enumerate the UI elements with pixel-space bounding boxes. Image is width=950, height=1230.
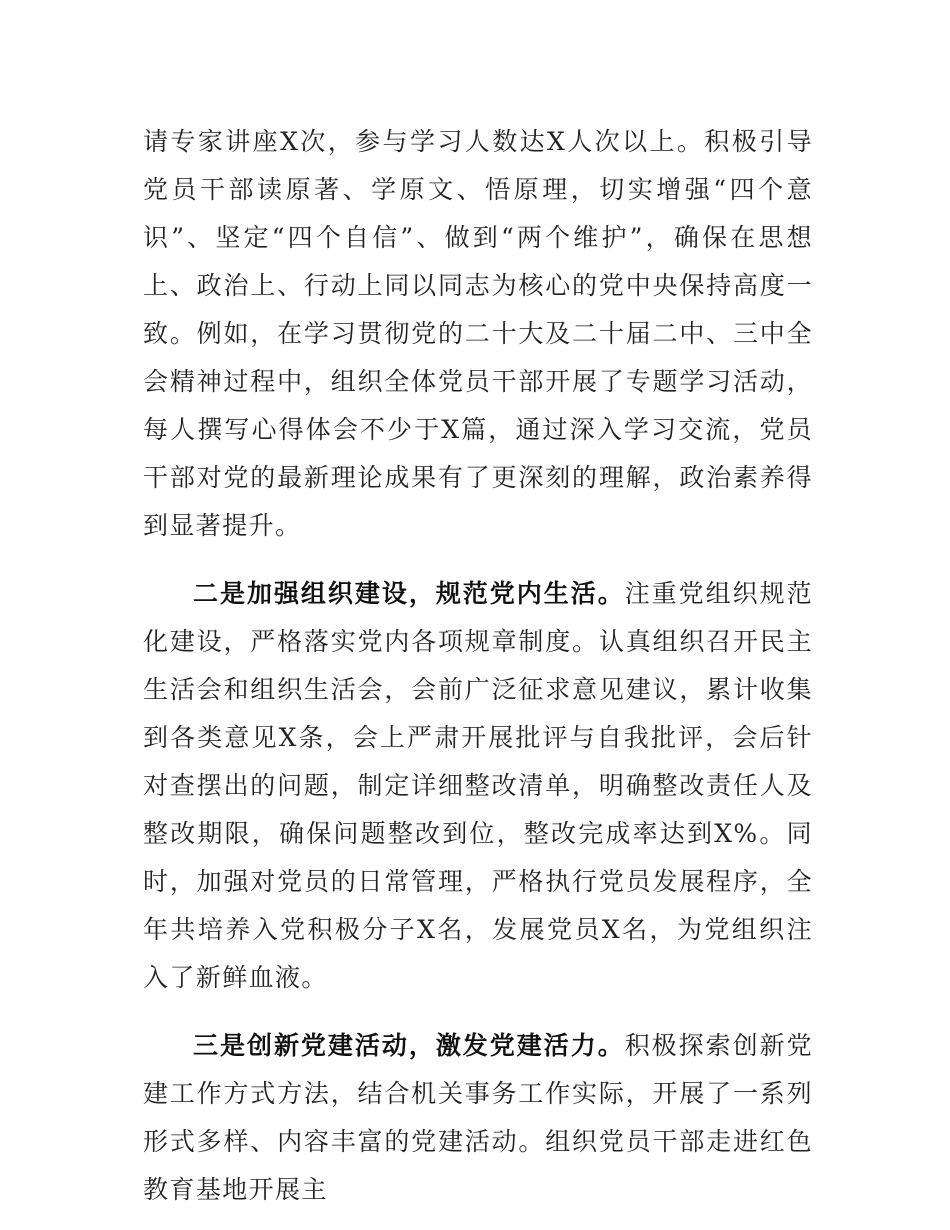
paragraph-heading: 三是创新党建活动，激发党建活力。 (193, 1031, 625, 1060)
paragraph-body-text: 注重党组织规范化建设，严格落实党内各项规章制度。认真组织召开民主生活会和组织生活会，会前广泛征求意见建议，累计收集到各类意见X条，会上严肃开展批评与自我批评，会后针对查摆出的问题，制定详细整改清单，明确整改责任人及整改期限，确保问题整改到位，整改完成率达到X%。同时，加强对党员的日常管理，严格执行党员发展程序，全年共培养入党积极分子X名，发展党员X名，为党组织注入了新鲜血液。 (143, 579, 813, 992)
paragraph-heading: 二是加强组织建设，规范党内生活。 (193, 579, 625, 608)
paragraph-body-text: 请专家讲座X次，参与学习人数达X人次以上。积极引导党员干部读原著、学原文、悟原理，切实增强“四个意识”、坚定“四个自信”、做到“两个维护”，确保在思想上、政治上、行动上同以同志为核心的党中央保持高度一致。例如，在学习贯彻党的二十大及二十届二中、三中全会精神过程中，组织全体党员干部开展了专题学习活动，每人撰写心得体会不少于X篇，通过深入学习交流，党员干部对党的最新理论成果有了更深刻的理解，政治素养得到显著提升。 (143, 127, 813, 540)
paragraph-body-text: 积极探索创新党建工作方式方法，结合机关事务工作实际，开展了一系列形式多样、内容丰富的党建活动。组织党员干部走进红色教育基地开展主 (143, 1031, 813, 1204)
paragraph-continuation (143, 118, 813, 550)
paragraph-party-activities (143, 1022, 813, 1214)
document-body (143, 118, 813, 1214)
paragraph-organization-building (143, 570, 813, 1002)
